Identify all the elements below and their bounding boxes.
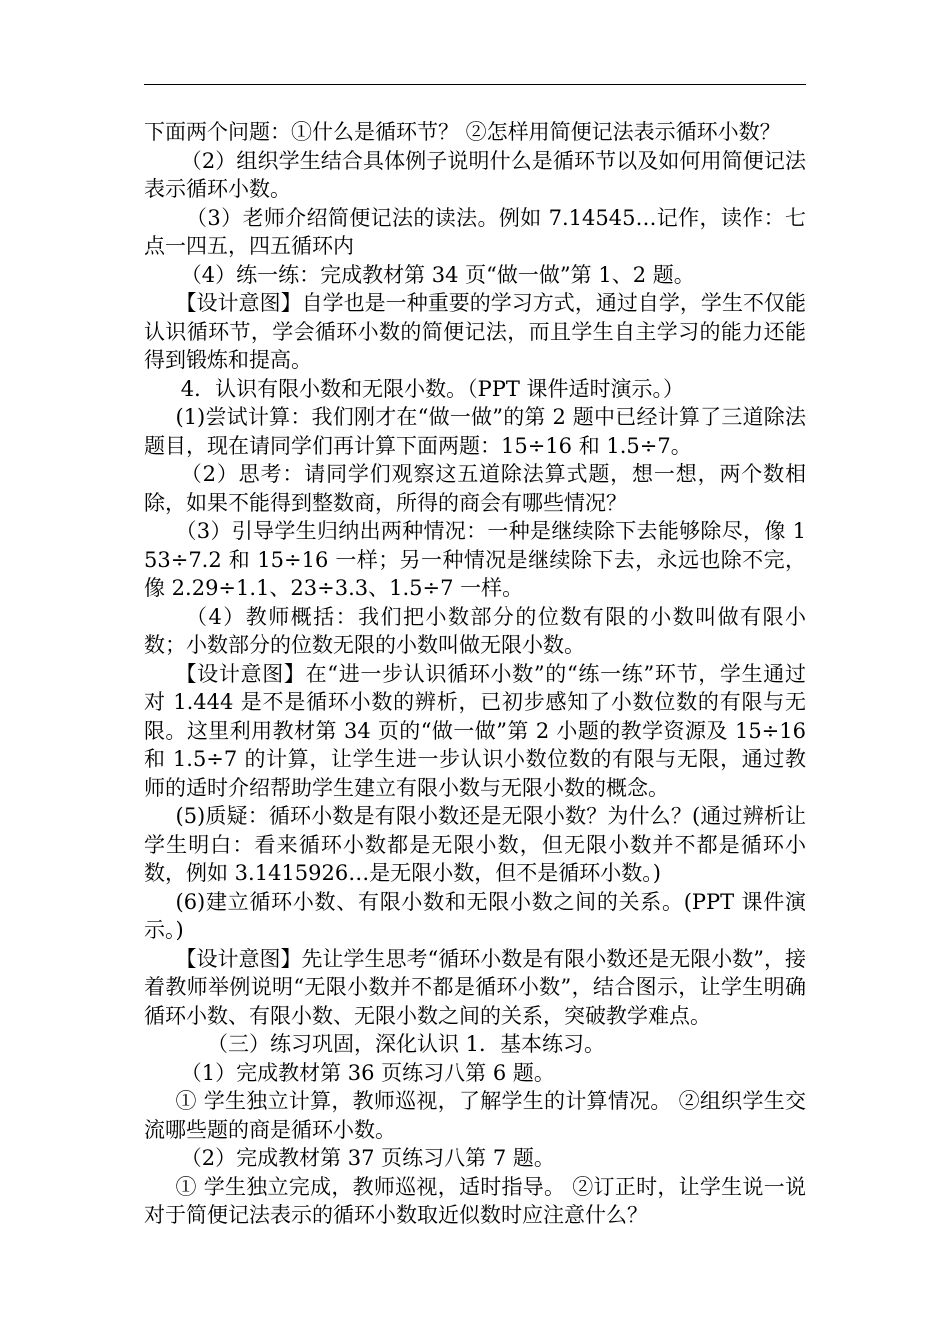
paragraph-step-3: （3）老师介绍简便记法的读法。例如 7.14545…记作，读作：七点一四五，四五循环内: [144, 205, 806, 258]
paragraph-guide: （3）引导学生归纳出两种情况：一种是继续除下去能够除尽，像 153÷7.2 和 15÷16 一样；另一种情况是继续除下去，永远也除不完，像 2.29÷1.1、23÷3.3、1.5÷7 一样。: [144, 519, 806, 600]
paragraph-exercise-2-steps: ① 学生独立完成，教师巡视，适时指导。 ②订正时，让学生说一说对于简便记法表示的循环小数取近似数时应注意什么？: [144, 1174, 806, 1227]
paragraph-design-intent-3: 【设计意图】先让学生思考“循环小数是有限小数还是无限小数”，接着教师举例说明“无限小数并不都是循环小数”，结合图示，让学生明确循环小数、有限小数、无限小数之间的关系，突破教学难点。: [144, 946, 806, 1028]
paragraph-section-4: 4．认识有限小数和无限小数。（PPT 课件适时演示。）: [180, 376, 685, 401]
paragraph-continuation: 下面两个问题：①什么是循环节？ ②怎样用简便记法表示循环小数？: [144, 120, 781, 144]
paragraph-step-4: （4）练一练：完成教材第 34 页“做一做”第 1、2 题。: [180, 262, 695, 287]
paragraph-summary: （4）教师概括：我们把小数部分的位数有限的小数叫做有限小数；小数部分的位数无限的小数叫做无限小数。: [144, 604, 806, 657]
header-rule: [144, 84, 806, 85]
paragraph-section-3: （三）练习巩固，深化认识 1．基本练习。: [207, 1032, 606, 1056]
paragraph-try-calc: (1)尝试计算：我们刚才在“做一做”的第 2 题中已经计算了三道除法题目，现在请同学们再计算下面两题：15÷16 和 1.5÷7。: [144, 405, 806, 458]
document-body: [144, 118, 806, 1230]
paragraph-relation: (6)建立循环小数、有限小数和无限小数之间的关系。(PPT 课件演示。): [144, 889, 806, 942]
paragraph-question: (5)质疑：循环小数是有限小数还是无限小数？为什么？(通过辨析让学生明白：看来循环小数都是无限小数，但无限小数并不都是循环小数，例如 3.1415926…是无限小数，但不是循环小数。): [144, 804, 806, 885]
paragraph-exercise-2: （2）完成教材第 37 页练习八第 7 题。: [180, 1146, 555, 1170]
paragraph-exercise-1: （1）完成教材第 36 页练习八第 6 题。: [180, 1060, 555, 1085]
paragraph-think: （2）思考：请同学们观察这五道除法算式题，想一想，两个数相除，如果不能得到整数商，所得的商会有哪些情况？: [144, 462, 806, 515]
paragraph-design-intent-1: 【设计意图】自学也是一种重要的学习方式，通过自学，学生不仅能认识循环节，学会循环小数的简便记法，而且学生自主学习的能力还能得到锻炼和提高。: [144, 291, 806, 372]
paragraph-step-2: （2）组织学生结合具体例子说明什么是循环节以及如何用简便记法表示循环小数。: [144, 148, 806, 201]
paragraph-exercise-1-steps: ① 学生独立计算，教师巡视，了解学生的计算情况。 ②组织学生交流哪些题的商是循环小数。: [144, 1089, 806, 1142]
paragraph-design-intent-2: 【设计意图】在“进一步认识循环小数”的“练一练”环节，学生通过对 1.444 是不是循环小数的辨析，已初步感知了小数位数的有限与无限。这里利用教材第 34 页的“做一做”第 2 小题的教学资源及 15÷16 和 1.5÷7 的计算，让学生进一步认识小数位数的有限与无限，通过教师的适时介绍帮助学生建立有限小数与无限小数的概念。: [144, 661, 806, 800]
